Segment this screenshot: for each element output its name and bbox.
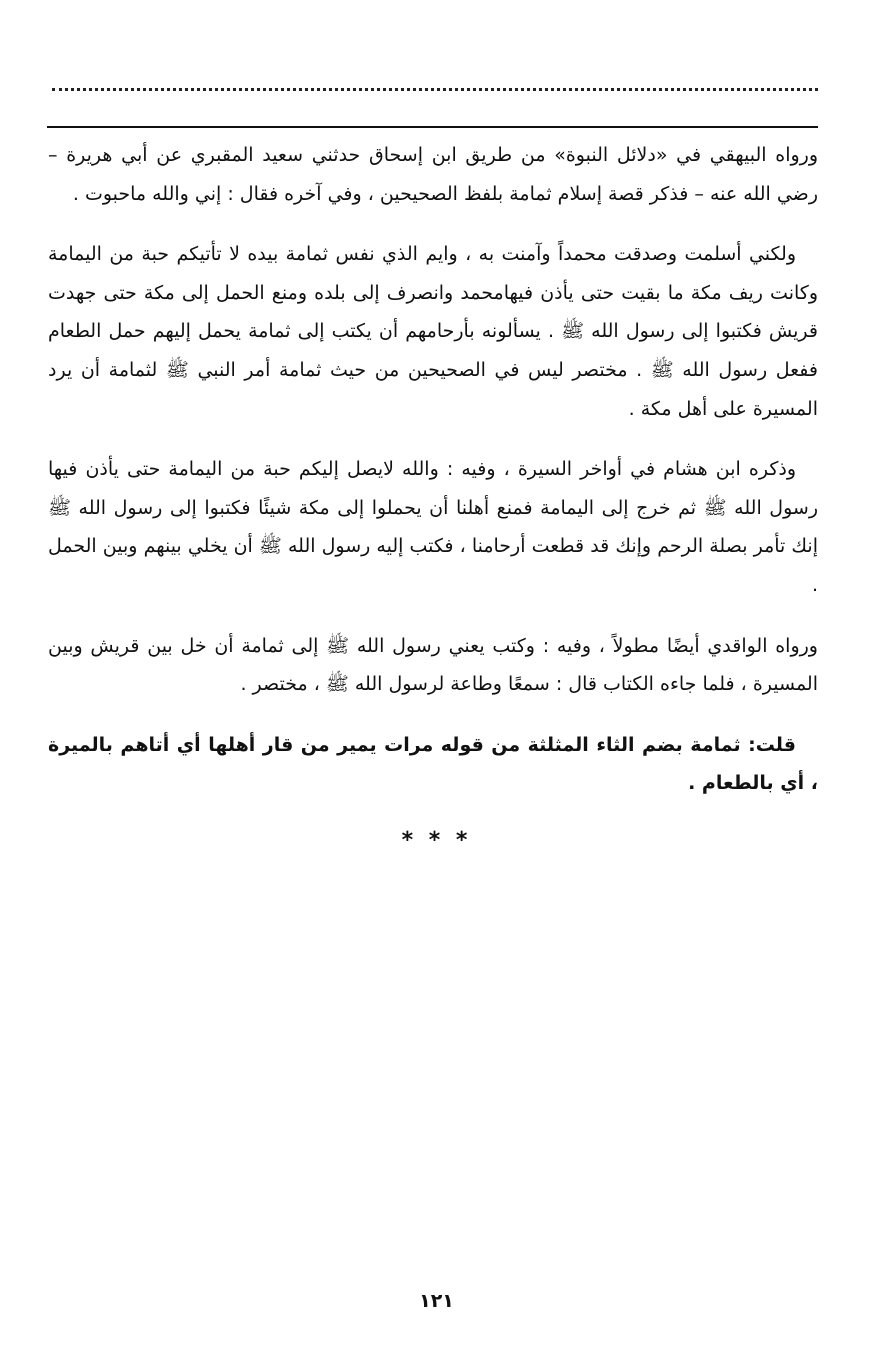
paragraph-note: قلت: ثمامة بضم الثاء المثلثة من قوله مرات يمير من قار أهلها أي أتاهم بالميرة ، أي بالطعام . xyxy=(48,733,818,795)
solid-divider xyxy=(47,126,818,128)
section-separator: * * * xyxy=(401,828,472,853)
paragraph-bayhaqi: ورواه البيهقي في «دلائل النبوة» من طريق ابن إسحاق حدثني سعيد المقبري عن أبي هريرة – رضي الله عنه – فذكر قصة إسلام ثمامة بلفظ الصحيحين ، وفي آخره فقال : إني والله ماحبوت . xyxy=(48,144,818,205)
paragraph-waqidi: ورواه الواقدي أيضًا مطولاً ، وفيه : وكتب يعني رسول الله ﷺ إلى ثمامة أن خل بين قريش وبين المسيرة ، فلما جاءه الكتاب قال : سمعًا وطاعة لرسول الله ﷺ ، مختصر . xyxy=(48,634,818,696)
page-body xyxy=(48,136,818,825)
dotted-divider xyxy=(52,88,818,91)
page-number: ١٢١ xyxy=(419,1290,454,1312)
paragraph-ibn-hisham: وذكره ابن هشام في أواخر السيرة ، وفيه : والله لايصل إليكم حبة من اليمامة حتى يأذن فيها رسول الله ﷺ ثم خرج إلى اليمامة فمنع أهلنا أن يحملوا إلى مكة شيئًا فكتبوا إلى رسول الله ﷺ إنك تأمر بصلة الرحم وإنك قد قطعت أرحامنا ، فكتب إليه رسول الله ﷺ أن يخلي بينهم وبين الحمل . xyxy=(48,458,818,596)
paragraph-thumama-oath: ولكني أسلمت وصدقت محمداً وآمنت به ، وايم الذي نفس ثمامة بيده لا تأتيكم حبة من اليمامة وكانت ريف مكة ما بقيت حتى يأذن فيهامحمد وانصرف إلى بلده ومنع الحمل إلى مكة حتى جهدت قريش فكتبوا إلى رسول الله ﷺ . يسألونه بأرحامهم أن يكتب إلى ثمامة يحمل إليهم حمل الطعام ففعل رسول الله ﷺ . مختصر ليس في الصحيحين من حيث ثمامة أمر النبي ﷺ لثمامة أن يرد المسيرة على أهل مكة . xyxy=(48,243,818,420)
